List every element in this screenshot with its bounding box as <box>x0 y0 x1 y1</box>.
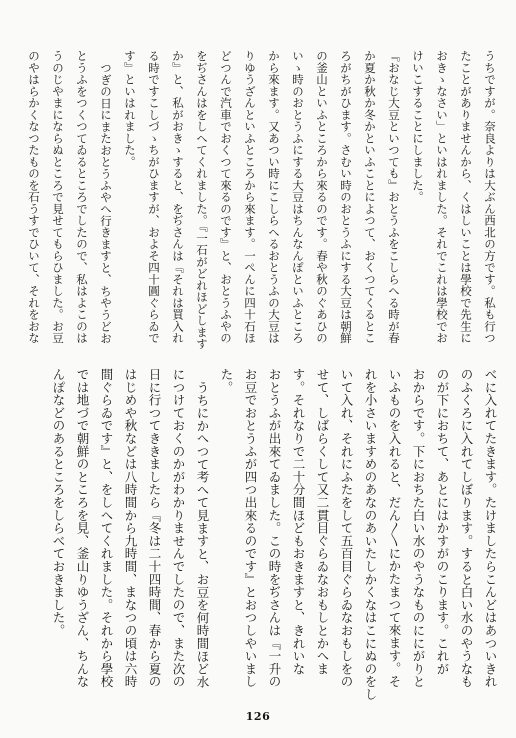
text-column: か夏か秋か冬かといふことによつて、おくつてくるとこ <box>363 50 377 344</box>
text-column: とうふをつくつてゐるところでしたので、私はよこのは <box>75 50 89 344</box>
text-column: べに入れてたきます。たけましたらこんどはあついきれ <box>483 368 498 688</box>
text-column: つぎの日にまたおとうふやへ行きますと、ちやうどお <box>99 61 113 344</box>
text-column: す』といはれました。 <box>123 50 137 168</box>
text-column: では地づで朝鮮のところを見、釜山りゆうざん、ちんな <box>75 368 90 688</box>
text-column: おきゝなさい」といはれました。それでこれは學校でお <box>435 50 449 344</box>
text-column: せて、しばらくして又二貫目ぐらゐなおもしとかへま <box>315 368 330 676</box>
text-column: から來ます。又あつい時にこしらへるおとうふの大豆は <box>267 50 281 344</box>
text-column: うちにかへつて考へて見ますと、お豆を何時間ほど水 <box>195 380 210 688</box>
text-column: 『おなじ大豆といつても』おとうふをこしらへる時が春 <box>387 50 401 344</box>
page-number: 126 <box>245 710 271 723</box>
text-column: のやはらかくなつたものを石うすでひいて、それをおな <box>27 50 41 344</box>
text-column: いふものを入れると、だん〳〵にかたまつて來ます。そ <box>387 368 402 688</box>
text-column: けいこすることにしました。 <box>411 50 425 203</box>
text-column: 日に行つてききましたら『冬は二十四時間、春から夏の <box>147 368 162 688</box>
upper-text-block <box>22 50 502 358</box>
text-column: をぢさんはをしへてくれました。『一石がどれほどします <box>195 50 209 350</box>
text-column: のふくろに入れてしぼります。すると白い水のやうなも <box>459 368 474 688</box>
text-column: か』と、私がおきゝすると、をぢさんは『それは買入れ <box>171 50 185 344</box>
text-column: ろがちがひます。さむい時のおとうふにする大豆は朝鮮 <box>339 50 353 344</box>
text-column: お豆でおとうふが四つ出來るのです』とおつしやいまし <box>243 368 258 688</box>
text-column: の釜山といふところから來るのです。春や秋のぐあひの <box>315 50 329 344</box>
text-column: いゝ時のおとうふにする大豆はちんなんぽといふところ <box>291 50 305 344</box>
text-column: いて入れ、それにふたをして五百目ぐらゐなおもしをの <box>339 368 354 688</box>
text-column: うちですが。奈良よりは大ぶん西北の方です。私も行つ <box>483 50 497 344</box>
text-column: 間ぐらゐです』と、をしへてくれました。それから學校 <box>99 368 114 688</box>
text-column: につけておくのかがわかりませんでしたので、また次の <box>171 368 186 688</box>
text-column: た。 <box>219 368 234 394</box>
text-column: おとうふが出來てゐました。この時をぢさんは『一升の <box>267 368 282 688</box>
text-column: れを小さいますめのあなのあいたしかくなはこにぬのをし <box>363 368 378 701</box>
text-column: どつんで汽車でおくつて來るのです』と、おとうふやの <box>219 50 233 344</box>
lower-text-block <box>46 368 502 708</box>
text-column: る時ですこしづゝちがひますが、およそ四十圓ぐらゐで <box>147 50 161 344</box>
text-column: たことがありませんから、くはしいことは學校で先生に <box>459 50 473 344</box>
text-column: おからです。下におちた白い水のやうなものににがりと <box>411 368 426 688</box>
text-column: はじめや秋などは八時間から九時間、まなつの頃は六時 <box>123 368 138 688</box>
text-column: す。それなりで二十分間ほどもおきますと、きれいな <box>291 368 306 676</box>
text-column: りゆうざんといふところから來ます。一ぺんに四十石ほ <box>243 50 257 344</box>
text-column: のが下におちて、あとにはかすがのこります。これが <box>435 368 450 676</box>
text-column: んぽなどのあるところをしらべておきました。 <box>51 368 66 637</box>
text-column: うのじやまにならぬところで見せてもらひました。お豆 <box>51 50 65 344</box>
